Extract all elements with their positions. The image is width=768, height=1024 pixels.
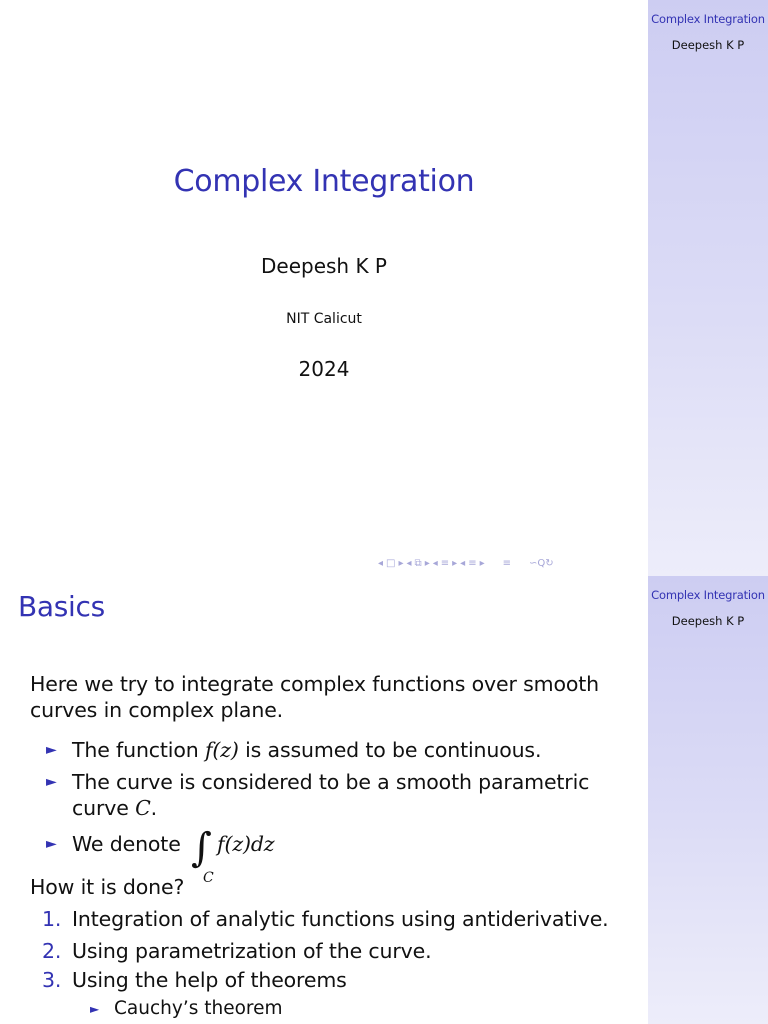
item-number: 3. xyxy=(42,968,62,992)
frame-title: Basics xyxy=(18,590,105,623)
item-number: 1. xyxy=(42,907,62,931)
sidebar-author: Deepesh K P xyxy=(671,38,745,52)
nav-next-section-icon[interactable]: ▸ xyxy=(452,558,458,569)
nav-subsection-icon[interactable]: ⧉ xyxy=(414,558,422,569)
nav-frame-icon[interactable]: □ xyxy=(386,558,396,569)
sidebar xyxy=(648,0,768,576)
bullet-text: The function f(z) is assumed to be continuous. xyxy=(72,738,542,762)
nav-appendix-icon[interactable]: ≡ xyxy=(502,558,512,569)
presentation-author: Deepesh K P xyxy=(261,254,387,278)
item-number: 2. xyxy=(42,939,62,963)
nav-next-subsection-icon[interactable]: ▸ xyxy=(424,558,430,569)
bullet-text: We denote ∫ C f(z)dz xyxy=(72,825,275,886)
question-text: How it is done? xyxy=(30,875,185,899)
presentation-date: 2024 xyxy=(298,357,350,381)
item-text: Integration of analytic functions using antiderivative. xyxy=(72,907,609,931)
numbered-item xyxy=(42,967,632,993)
basics-slide xyxy=(0,576,768,1024)
bullet-item xyxy=(46,737,626,763)
bullet-text: The curve is considered to be a smooth parametric curve C. xyxy=(72,770,590,820)
bullet-triangle-icon: ► xyxy=(46,774,57,790)
item-text: Using parametrization of the curve. xyxy=(72,939,432,963)
bullet-item xyxy=(46,769,626,821)
sub-bullet-triangle-icon: ► xyxy=(90,1002,100,1016)
sidebar xyxy=(648,576,768,1024)
numbered-item xyxy=(42,906,632,932)
bullet-triangle-icon: ► xyxy=(46,742,57,758)
sidebar-title-link[interactable]: Complex Integration xyxy=(651,588,765,602)
nav-prev-subsection-icon[interactable]: ◂ xyxy=(406,558,412,569)
sub-bullet-item xyxy=(90,997,630,1021)
bullet-item xyxy=(46,825,626,886)
sub-bullet-text: Cauchy’s theorem xyxy=(114,998,283,1019)
sidebar-title-link[interactable]: Complex Integration xyxy=(651,12,765,26)
nav-doc-icon[interactable]: ≡ xyxy=(468,558,477,569)
nav-prev-doc-icon[interactable]: ◂ xyxy=(460,558,466,569)
nav-prev-section-icon[interactable]: ◂ xyxy=(432,558,438,569)
presentation-title: Complex Integration xyxy=(173,164,475,199)
beamer-navigation-bar xyxy=(378,557,554,571)
nav-next-doc-icon[interactable]: ▸ xyxy=(479,558,485,569)
sidebar-author: Deepesh K P xyxy=(671,614,745,628)
nav-prev-frame-icon[interactable]: ◂ xyxy=(378,558,384,569)
presentation-institute: NIT Calicut xyxy=(286,311,362,327)
nav-search-icon[interactable]: ∽Q↻ xyxy=(529,558,554,569)
nav-section-icon[interactable]: ≡ xyxy=(440,558,450,569)
numbered-item xyxy=(42,938,632,964)
nav-next-frame-icon[interactable]: ▸ xyxy=(398,558,404,569)
item-text: Using the help of theorems xyxy=(72,968,347,992)
bullet-triangle-icon: ► xyxy=(46,836,57,852)
intro-paragraph: Here we try to integrate complex functions over smooth curves in complex plane. xyxy=(30,672,599,722)
